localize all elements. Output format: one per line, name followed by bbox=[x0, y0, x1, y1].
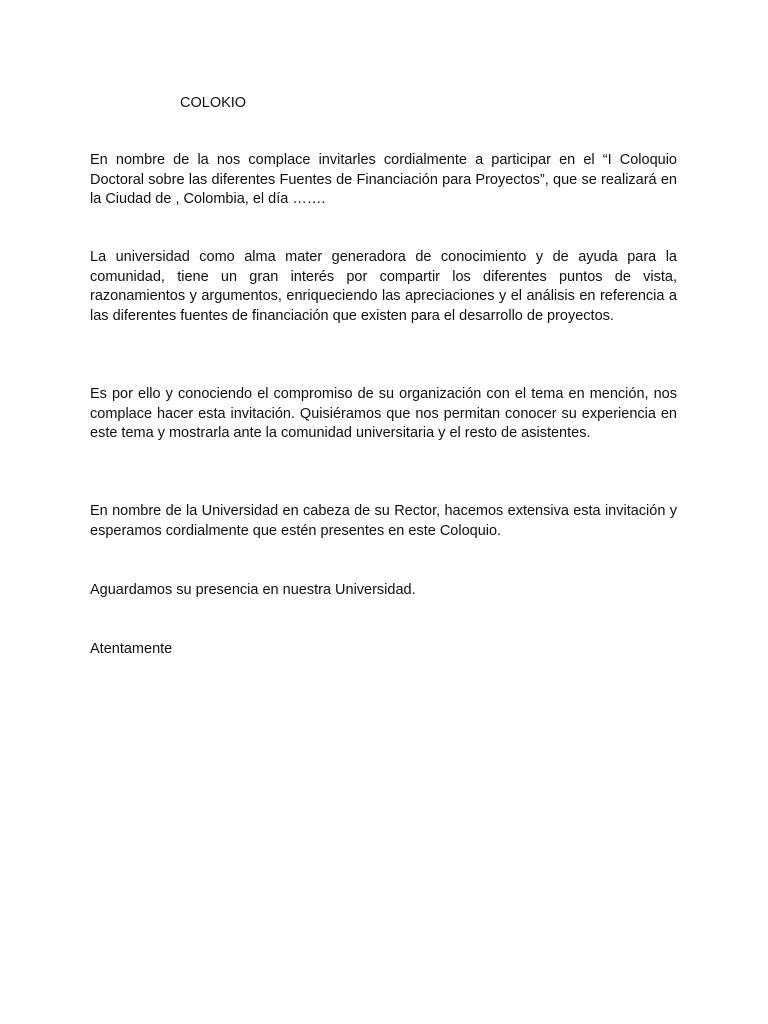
closing-text: Atentamente bbox=[90, 641, 173, 657]
paragraph-rector: En nombre de la Universidad en cabeza de su Rector, hacemos extensiva esta invitación y esperamos cordialmente que estén presentes en este Coloquio. bbox=[90, 503, 677, 539]
paragraph-presence: Aguardamos su presencia en nuestra Universidad. bbox=[90, 582, 416, 598]
paragraph-university: La universidad como alma mater generadora de conocimiento y de ayuda para la comunidad, tiene un gran interés por compartir los diferentes puntos de vista, razonamientos y argumentos, enriqueciendo las apreciaciones y el análisis en referencia a las diferentes fuentes de financiación que existen para el desarrollo de proyectos. bbox=[90, 249, 677, 324]
paragraph-invitation: En nombre de la nos complace invitarles cordialmente a participar en el “I Coloquio Doctoral sobre las diferentes Fuentes de Financiación para Proyectos”, que se realizará en la Ciudad de , Colombia, el día ……. bbox=[90, 152, 677, 207]
document-title: COLOKIO bbox=[180, 95, 247, 111]
paragraph-commitment: Es por ello y conociendo el compromiso de su organización con el tema en mención, nos complace hacer esta invitación. Quisiéramos que nos permitan conocer su experiencia en este tema y mostrarla ante la comunidad universitaria y el resto de asistentes. bbox=[90, 386, 677, 441]
